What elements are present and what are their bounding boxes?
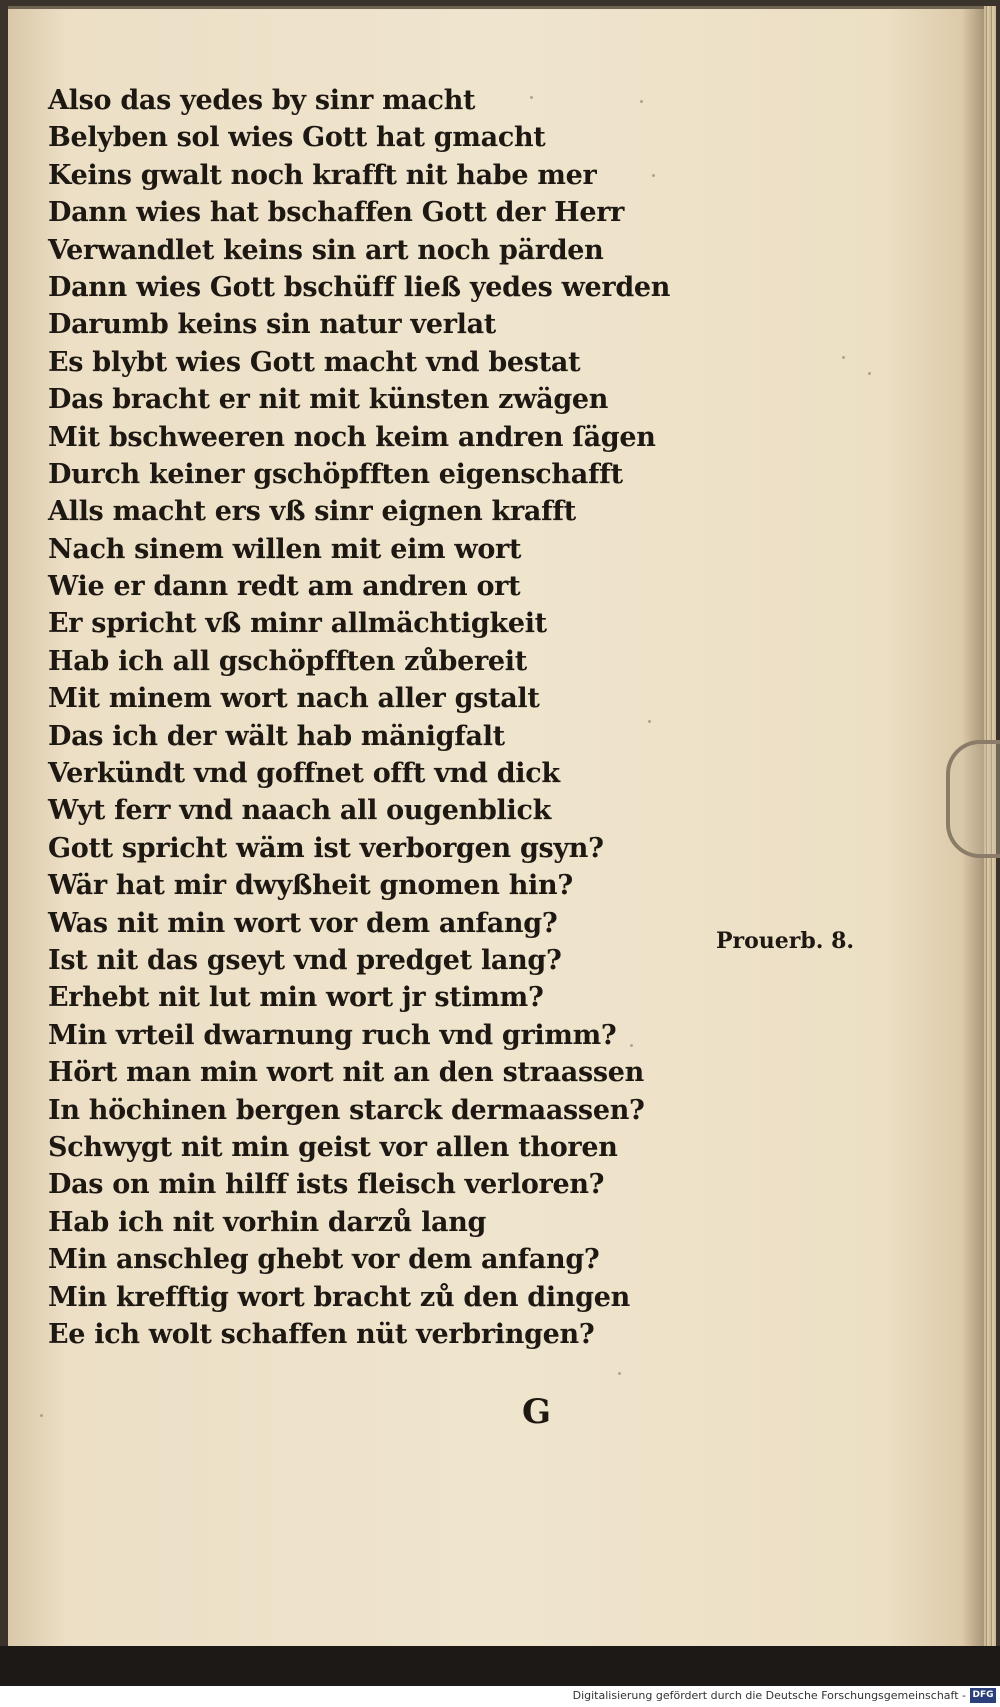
verse-line: Darumb keins sin natur verlat <box>48 309 496 341</box>
dfg-logo: DFG <box>970 1688 996 1703</box>
verse-line: Das ich der wält hab mänigfalt <box>48 720 505 752</box>
verse-line: Es blybt wies Gott macht vnd bestat <box>48 346 581 378</box>
paper-speck <box>868 372 871 375</box>
verse-line: Verwandlet keins sin art noch pärden <box>48 234 604 266</box>
verse-line: Also das yedes by sinr macht <box>48 85 476 116</box>
verse-line: Schwygt nit min geist vor allen thoren <box>48 1131 618 1163</box>
verse-line: Ee ich wolt schaffen nüt verbringen? <box>48 1318 595 1350</box>
verse-line: Min krefftig wort bracht zů den dingen <box>48 1281 630 1313</box>
verse-line: Hört man min wort nit an den straassen <box>48 1057 644 1089</box>
verse-line: Was nit min wort vor dem anfang? <box>48 907 558 939</box>
verse-line: Belyben sol wies Gott hat gmacht <box>48 122 546 154</box>
verse-line: Mit minem wort nach aller gstalt <box>48 683 540 715</box>
paper-speck <box>618 1372 621 1375</box>
digitization-footer <box>0 1686 1000 1707</box>
funding-credit: Digitalisierung gefördert durch die Deutsche Forschungsgemeinschaft - <box>572 1689 966 1702</box>
verse-line: Min vrteil dwarnung ruch vnd grimm? <box>48 1019 617 1051</box>
verse-line: Dann wies Gott bschüff ließ yedes werden <box>48 271 671 303</box>
signature-mark: G <box>522 1392 552 1432</box>
verse-line: Alls macht ers vß sinr eignen krafft <box>48 496 576 528</box>
verse-line: Verkündt vnd goffnet offt vnd dick <box>48 758 560 790</box>
verse-line: Wär hat mir dwyßheit gnomen hin? <box>48 870 573 902</box>
scan-bottom-edge <box>0 1646 1000 1686</box>
verse-line: Wyt ferr vnd naach all ougenblick <box>48 795 551 827</box>
verse-line: Ist nit das gseyt vnd predget lang? <box>48 944 562 976</box>
verse-line: Mit bschweeren noch keim andren ſägen <box>48 421 656 453</box>
paper-speck <box>842 356 845 359</box>
verse-list <box>48 82 671 1353</box>
verse-line: Hab ich all gschöpfften zůbereit <box>48 645 527 677</box>
verse-line: Er spricht vß minr allmächtigkeit <box>48 608 547 640</box>
verse-line: Keins gwalt noch krafft nit habe mer <box>48 159 597 191</box>
verse-line: Hab ich nit vorhin darzů lang <box>48 1206 487 1238</box>
verse-line: In höchinen bergen starck dermaassen? <box>48 1094 645 1126</box>
verse-line: Das bracht er nit mit künsten zwägen <box>48 384 609 416</box>
verse-line: Erhebt nit lut min wort jr stimm? <box>48 982 544 1014</box>
verse-line: Wie er dann redt am andren ort <box>48 571 521 603</box>
verse-line: Min anschleg ghebt vor dem anfang? <box>48 1244 600 1276</box>
book-clasp <box>946 740 1000 858</box>
verse-line: Dann wies hat bschaffen Gott der Herr <box>48 197 625 229</box>
marginal-note: Prouerb. 8. <box>716 928 855 954</box>
verse-line: Das on min hilff ists fleisch verloren? <box>48 1169 605 1201</box>
verse-line: Gott spricht wäm ist verborgen gsyn? <box>48 832 604 864</box>
paper-speck <box>40 1414 43 1417</box>
verse-line: Nach sinem willen mit eim wort <box>48 533 522 565</box>
verse-line: Durch keiner gschöpfften eigenschafft <box>48 458 623 490</box>
